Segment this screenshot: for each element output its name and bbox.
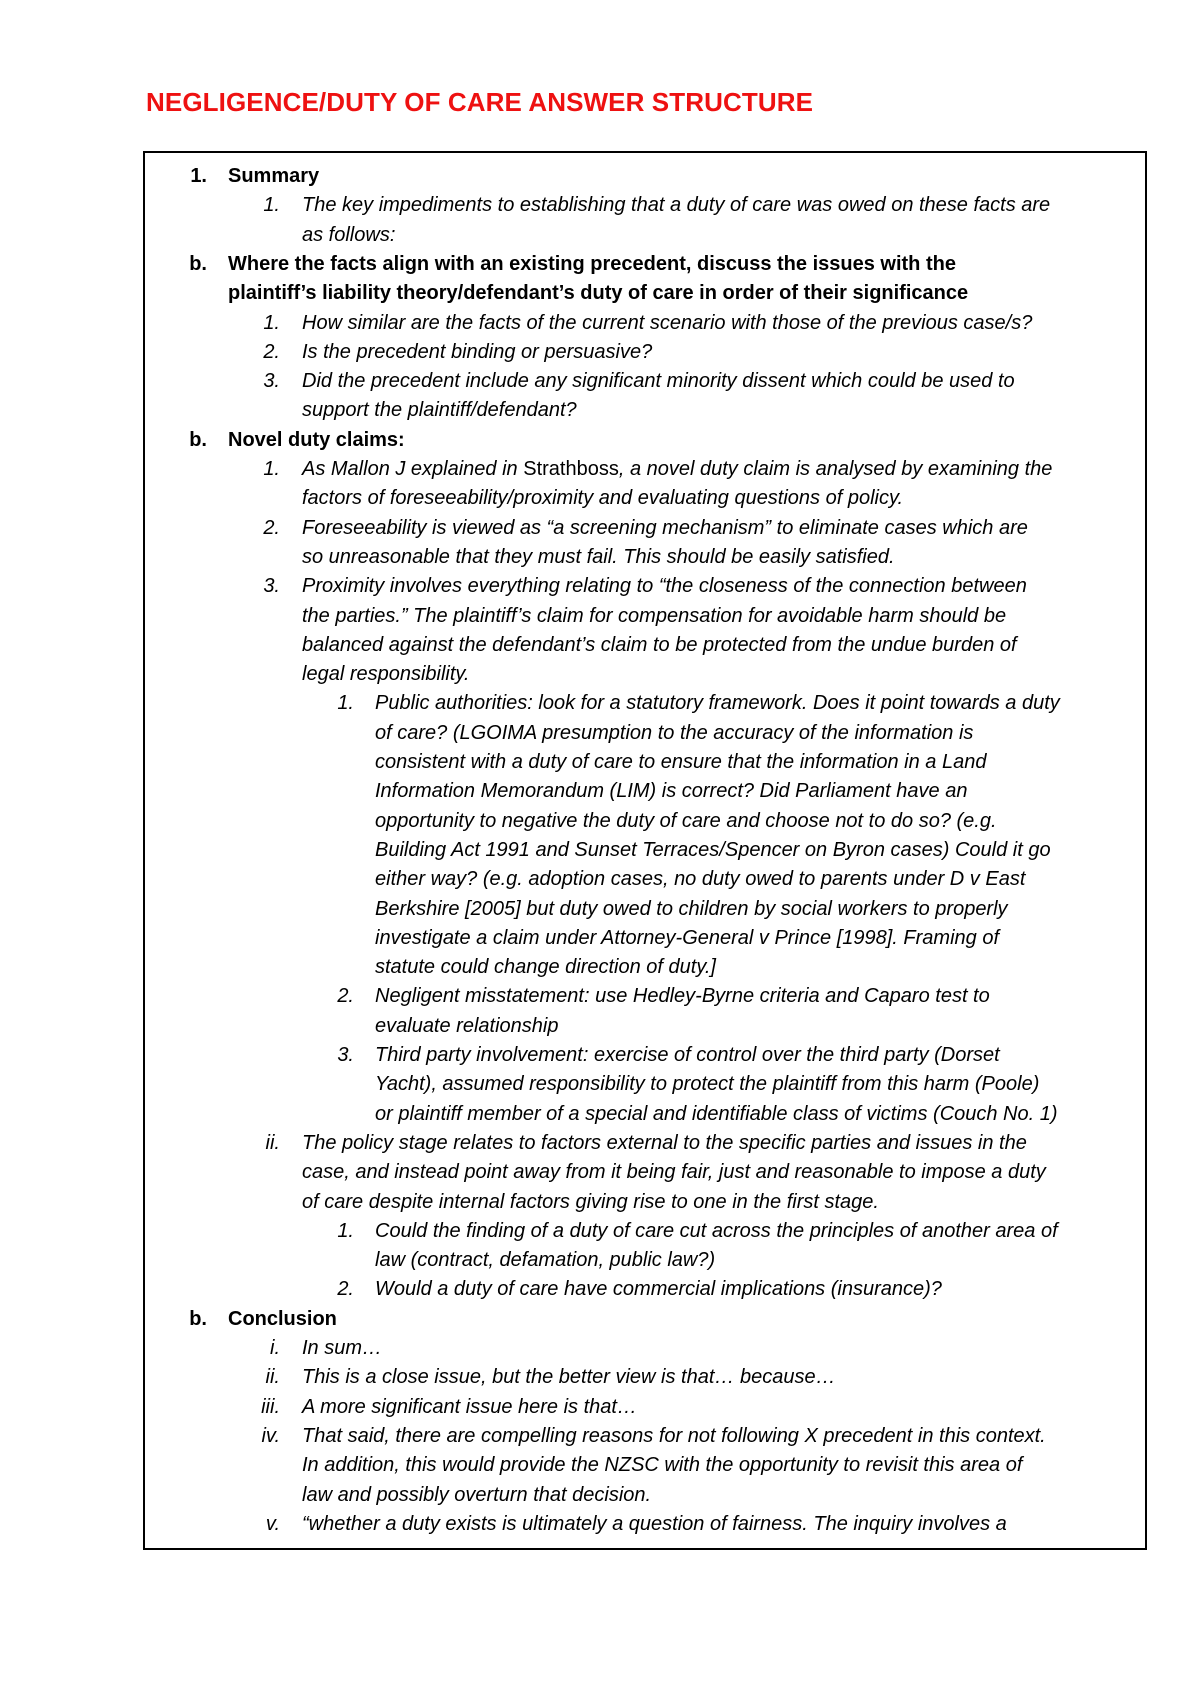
outline-text-line: Where the facts align with an existing precedent, discuss the issues with the (228, 252, 956, 275)
outline-text-line: Did the precedent include any significant minority dissent which could be used to (302, 370, 1015, 393)
outline-text-line: either way? (e.g. adoption cases, no duty owed to parents under D v East (375, 868, 1026, 891)
outline-marker: b. (189, 1307, 207, 1330)
outline-marker: 2. (337, 985, 354, 1008)
outline-text-line: Summary (228, 165, 320, 187)
document-title: NEGLIGENCE/DUTY OF CARE ANSWER STRUCTURE (146, 87, 814, 117)
outline-text-line: Berkshire [2005] but duty owed to children by social workers to properly (375, 897, 1008, 920)
outline-text-line: so unreasonable that they must fail. This should be easily satisfied. (302, 545, 895, 568)
outline-marker: ii. (265, 1131, 280, 1154)
outline-text-line: Building Act 1991 and Sunset Terraces/Spencer on Byron cases) Could it go (375, 838, 1051, 861)
outline-text-line: In addition, this would provide the NZSC with the opportunity to revisit this area of (302, 1454, 1023, 1477)
outline-marker: 1. (337, 692, 354, 715)
outline-text-line: statute could change direction of duty.] (375, 956, 716, 979)
outline-text-line: investigate a claim under Attorney-General v Prince [1998]. Framing of (375, 926, 1000, 949)
outline-marker: 1. (263, 194, 280, 217)
outline-text-line: Negligent misstatement: use Hedley-Byrne criteria and Caparo test to (375, 985, 990, 1008)
outline-marker: i. (270, 1337, 280, 1359)
outline-text-line: “whether a duty exists is ultimately a question of fairness. The inquiry involves a (302, 1512, 1007, 1535)
outline-text-line: of care despite internal factors giving rise to one in the first stage. (302, 1190, 879, 1213)
outline-marker: 2. (337, 1278, 354, 1301)
outline-text-line: the parties.” The plaintiff’s claim for compensation for avoidable harm should be (302, 604, 1007, 627)
outline-text-line: of care? (LGOIMA presumption to the accuracy of the information is (375, 721, 974, 744)
outline-text-line: Is the precedent binding or persuasive? (302, 340, 653, 363)
outline-text-line: In sum… (302, 1337, 383, 1359)
outline-marker: 1. (190, 165, 207, 187)
outline-text-line: Public authorities: look for a statutory framework. Does it point towards a duty (375, 692, 1060, 715)
outline-text-line: As Mallon J explained in Strathboss, a novel duty claim is analysed by examining the (302, 458, 1053, 480)
outline-marker: 2. (263, 340, 280, 363)
outline-text-line: Would a duty of care have commercial implications (insurance)? (375, 1278, 942, 1301)
outline-text-line: Foreseeability is viewed as “a screening mechanism” to eliminate cases which are (302, 516, 1028, 539)
outline-text-line: This is a close issue, but the better view is that… because… (302, 1366, 836, 1389)
outline-marker: iii. (261, 1395, 280, 1418)
outline-marker: ii. (265, 1366, 280, 1389)
outline-text-line: law (contract, defamation, public law?) (375, 1249, 716, 1272)
outline-text-line: Yacht), assumed responsibility to protect the plaintiff from this harm (Poole) (375, 1073, 1040, 1096)
outline-marker: 3. (263, 575, 280, 598)
outline-text-line: Proximity involves everything relating to “the closeness of the connection between (302, 575, 1027, 598)
outline-marker: b. (189, 252, 207, 275)
outline-text-line: A more significant issue here is that… (302, 1395, 637, 1418)
outline-text-line: evaluate relationship (375, 1014, 559, 1037)
outline-text-line: plaintiff’s liability theory/defendant’s duty of care in order of their significance (228, 282, 969, 305)
outline-marker: v. (265, 1512, 280, 1535)
outline-text-line: or plaintiff member of a special and identifiable class of victims (Couch No. 1) (375, 1102, 1058, 1125)
outline-text-line: The policy stage relates to factors external to the specific parties and issues in the (302, 1131, 1027, 1154)
outline-text-line: opportunity to negative the duty of care and choose not to do so? (e.g. (375, 809, 997, 832)
outline-text-line: consistent with a duty of care to ensure that the information in a Land (375, 751, 987, 773)
outline-text-line: Conclusion (228, 1307, 337, 1330)
outline-text-line: Information Memorandum (LIM) is correct? Did Parliament have an (375, 780, 968, 803)
outline-text-line: law and possibly overturn that decision. (302, 1483, 652, 1506)
outline-marker: 1. (337, 1219, 354, 1242)
outline-marker: 1. (263, 311, 280, 334)
outline-text-line: factors of foreseeability/proximity and evaluating questions of policy. (302, 487, 904, 510)
outline-text-line: How similar are the facts of the current scenario with those of the previous case/s? (302, 311, 1033, 334)
outline-text-line: as follows: (302, 223, 396, 246)
outline-text-line: Third party involvement: exercise of control over the third party (Dorset (375, 1044, 1000, 1066)
outline-marker: 3. (263, 370, 280, 393)
outline-marker: 1. (263, 458, 280, 480)
outline-text-line: That said, there are compelling reasons for not following X precedent in this context. (302, 1424, 1046, 1447)
outline-text-line: case, and instead point away from it being fair, just and reasonable to impose a duty (302, 1161, 1046, 1184)
outline-text-line: support the plaintiff/defendant? (302, 399, 577, 422)
outline-text-line: The key impediments to establishing that a duty of care was owed on these facts are (302, 194, 1051, 217)
outline-text-line: balanced against the defendant’s claim to be protected from the undue burden of (302, 633, 1017, 656)
outline-marker: 2. (263, 516, 280, 539)
outline-marker: b. (189, 428, 207, 451)
outline-marker: iv. (261, 1424, 280, 1447)
outline-marker: 3. (337, 1044, 354, 1066)
outline-text-line: Novel duty claims: (228, 428, 405, 451)
outline-text-line: legal responsibility. (302, 663, 470, 686)
outline-text-line: Could the finding of a duty of care cut across the principles of another area of (375, 1219, 1058, 1242)
